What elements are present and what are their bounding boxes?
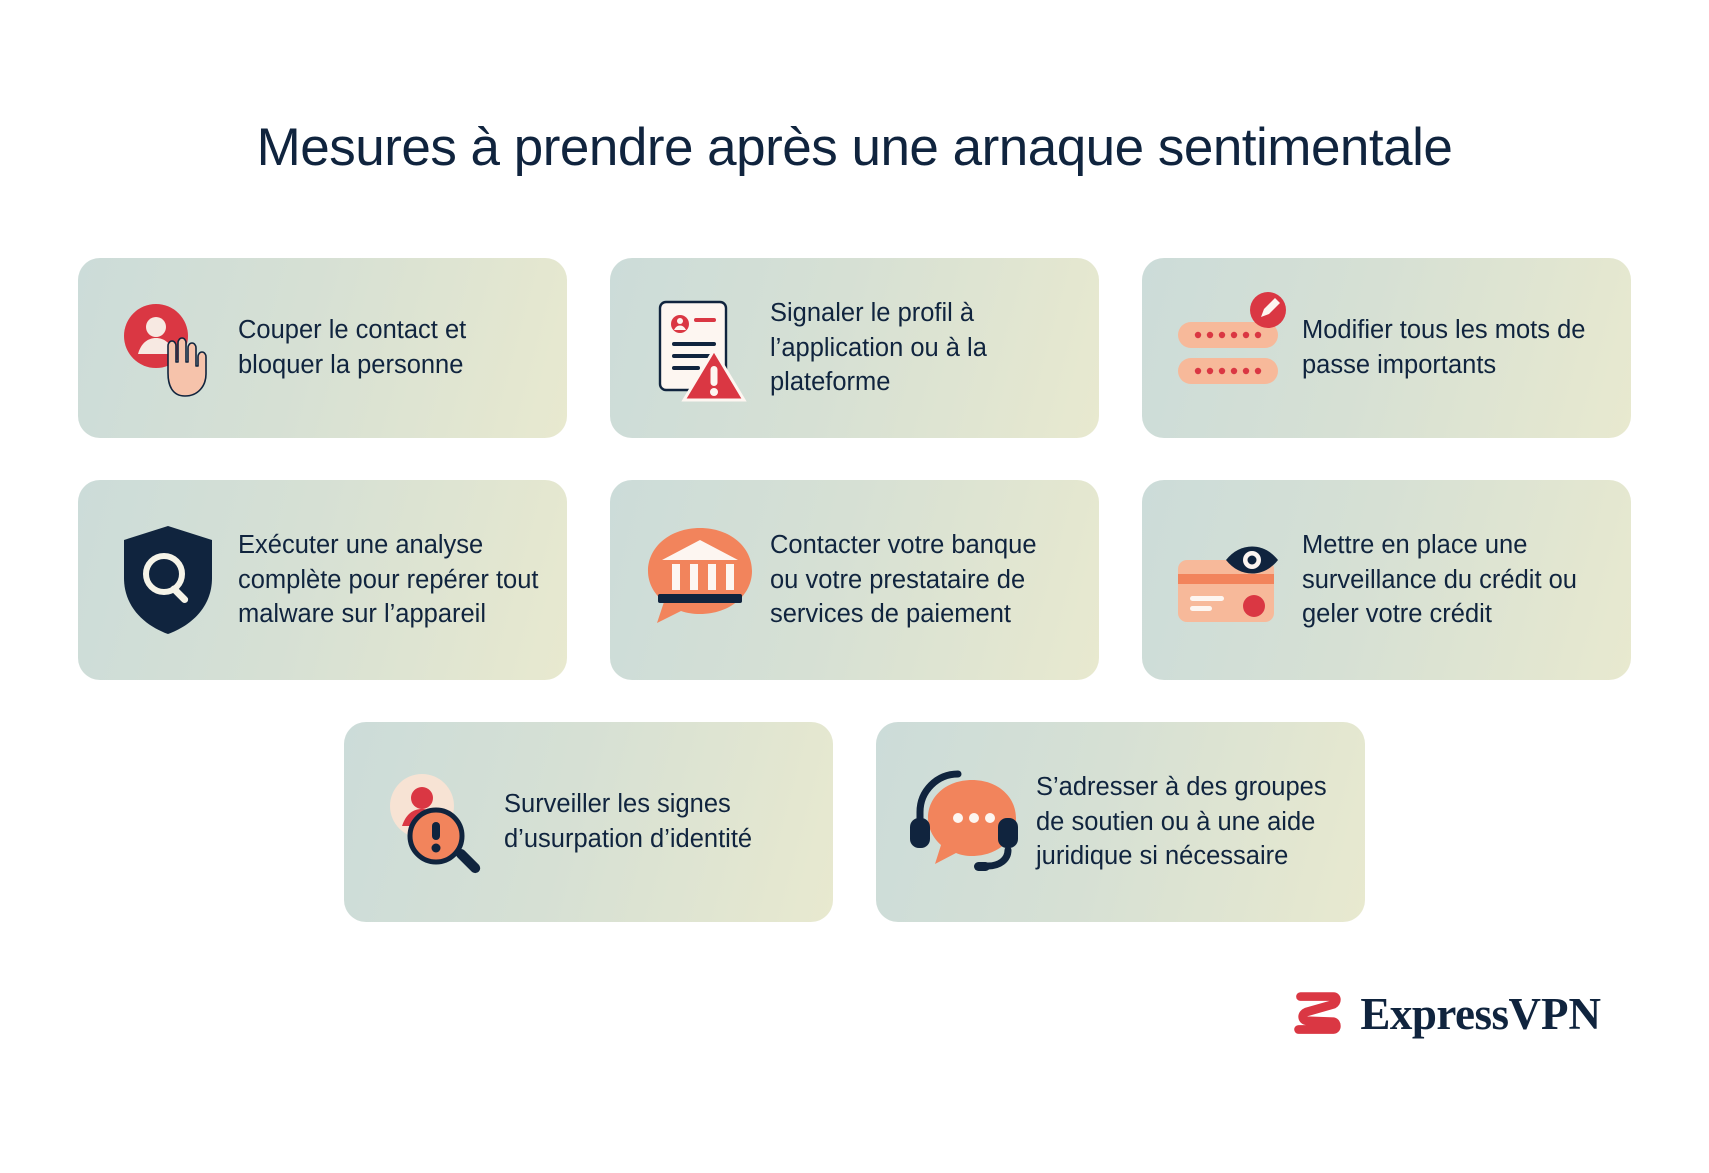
- step-label: Exécuter une analyse complète pour repérer tout malware sur l’appareil: [238, 530, 539, 629]
- person-block-hand-icon: [104, 284, 232, 412]
- step-label: S’adresser à des groupes de soutien ou à une aide juridique si nécessaire: [1036, 772, 1327, 871]
- report-document-warning-icon: [636, 284, 764, 412]
- steps-grid: [78, 258, 1631, 964]
- step-card-run-malware-scan: [78, 480, 567, 680]
- step-label: Couper le contact et bloquer la personne: [238, 316, 467, 379]
- logo-text-express: Express: [1360, 989, 1509, 1039]
- step-card-cut-contact: [78, 258, 567, 438]
- step-card-report-profile: [610, 258, 1099, 438]
- credit-card-eye-icon: [1168, 516, 1296, 644]
- bank-speech-bubble-icon: [636, 516, 764, 644]
- expressvpn-wordmark: [1360, 988, 1601, 1040]
- step-label: Surveiller les signes d’usurpation d’identité: [504, 790, 753, 853]
- identity-magnifier-alert-icon: [370, 758, 498, 886]
- step-card-contact-bank: [610, 480, 1099, 680]
- password-fields-edit-icon: [1168, 284, 1296, 412]
- step-card-support-groups: [876, 722, 1365, 922]
- steps-row-1: [78, 258, 1631, 438]
- step-card-change-passwords: [1142, 258, 1631, 438]
- steps-row-3: [78, 722, 1631, 922]
- step-card-credit-monitoring: [1142, 480, 1631, 680]
- step-card-watch-identity-theft: [344, 722, 833, 922]
- expressvpn-logo-mark: [1285, 983, 1347, 1045]
- step-label: Modifier tous les mots de passe importants: [1302, 316, 1586, 379]
- step-label: Mettre en place une surveillance du crédit ou geler votre crédit: [1302, 530, 1577, 629]
- headset-support-chat-icon: [902, 758, 1030, 886]
- steps-row-2: [78, 480, 1631, 680]
- shield-magnifier-icon: [104, 516, 232, 644]
- step-label: Contacter votre banque ou votre prestataire de services de paiement: [770, 530, 1037, 629]
- page-title: Mesures à prendre après une arnaque sentimentale: [256, 117, 1453, 177]
- step-label: Signaler le profil à l’application ou à la plateforme: [770, 298, 987, 397]
- logo-text-vpn: VPN: [1508, 989, 1601, 1039]
- expressvpn-logo: [1285, 983, 1601, 1045]
